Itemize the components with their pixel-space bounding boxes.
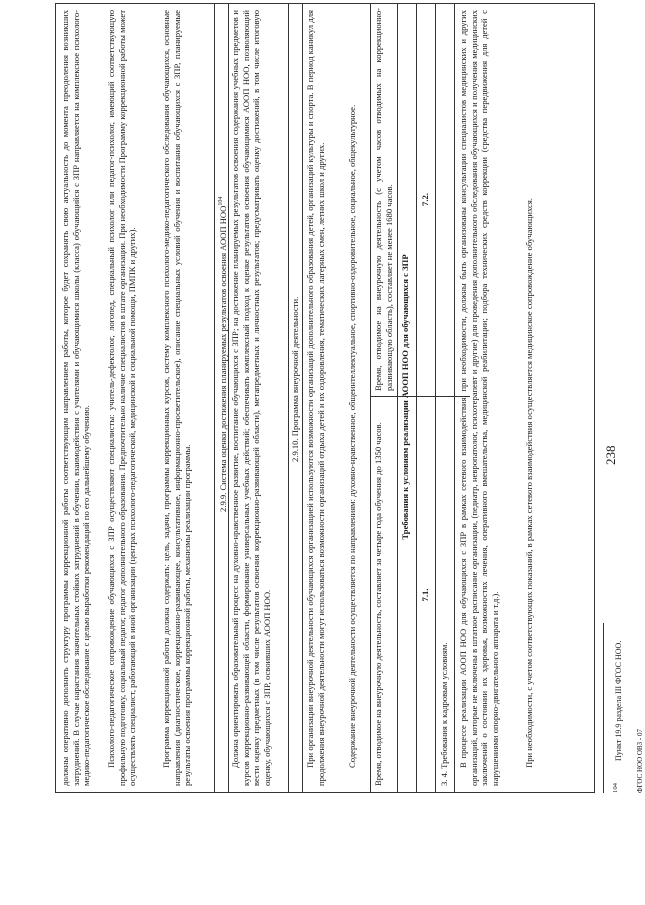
divider: [302, 4, 303, 792]
section-299-text: Должна ориентировать образовательный процесс на духовно-нравственное развитие, воспитание обучающихся с ЗПР; на достижение планируемых результатов освоения содержания учебных предметов и курсов коррекционно-развивающей области, формирование универсальных учебных действий; обеспечивать комплексный подход к оценке результатов освоения обучающимися АООП НОО, позволяющий вести оценку предметных (в том числе результатов освоения коррекционно-развивающей области), метапредметных и личностных результатов; предусматривать оценку достижений, в том числе итоговую оценку, обучающихся с ЗПР, освоивших АООП НОО.: [230, 10, 272, 786]
time-right-cell: Время, отводимое на внеурочную деятельность (с учетом часов отводимых на коррекционно-развивающую область), составляет не менее 1680 часов.: [373, 8, 394, 391]
footnote-number: 104: [612, 783, 619, 793]
footnote-text: Пункт 19.9 раздела III ФГОС НОО.: [613, 640, 623, 762]
divider: [454, 4, 455, 792]
section-34-text-2: При необходимости, с учетом соответствующих показаний, в рамках сетевого взаимодействия осуществляется медицинское сопровождение обучающихся.: [524, 198, 534, 768]
section-2910-text-1: При организации внеурочной деятельности обучающихся организацией используются возможности организаций дополнительного образования детей, организаций культуры и спорта. В период каникул для продолжения внеурочной деятельности могут использоваться возможности организаций отдыха детей и их оздоровления, тематических лагерных смен, летних школ и других.: [305, 10, 326, 786]
divider: [416, 4, 417, 792]
divider: [397, 4, 398, 792]
column-divider: [370, 396, 470, 397]
rotated-page: [55, 0, 644, 795]
section-2910-title: 2.9.10. Программа внеурочной деятельности.: [290, 296, 300, 462]
divider: [228, 4, 229, 792]
footnote-rule: [603, 623, 604, 793]
paragraph-program-content: Программа коррекционной работы должна содержать: цель, задачи, программы коррекционных курсов, систему комплексного психолого-медико-педагогического обследования обучающихся, основные направления (диагностическое, коррекционно-развивающее, консультативное, информационно-просветительское), описание специальных условий обучения и воспитания обучающихся с ЗПР, планируемые результаты освоения программы коррекционной работы, механизмы реализации программы.: [161, 10, 192, 786]
section-2910-text-2: Содержание внеурочной деятельности осуществляется по направлениям: духовно-нравственное, общеинтеллектуальное, спортивно-оздоровительное, социальное, общекультурное.: [347, 104, 357, 768]
divider: [435, 4, 436, 792]
section-34-title: 3. 4. Требования к кадровым условиям.: [439, 642, 449, 786]
number-right: 7.2.: [420, 193, 430, 206]
number-left: 7.1.: [420, 588, 430, 602]
section-34-text-1: В процессе реализации АООП НОО для обучающихся с ЗПР в рамках сетевого взаимодействия, при необходимости, должны быть организованы консультации специалистов медицинских и других организаций, которые не включены в штатное расписание организации, (педиатр, невропатолог, психотерапевт и другие) для проведения дополнительного обследования обучающихся и получения медицинских заключений о состоянии их здоровья, возможностях лечения, оперативного вмешательства, медицинской реабилитации; подбора технических средств коррекции (средства передвижения для детей с нарушениями опорно-двигательного аппарата и т.д.).: [458, 10, 500, 786]
divider: [214, 4, 215, 792]
doc-code: ФГОС НОО ОВЗ - 07: [636, 729, 644, 793]
footnote-ref: 104: [218, 196, 224, 206]
paragraph-intro: должны оперативно дополнить структуру программы коррекционной работы соответствующим направлением работы, которое будет сохранять свою актуальность до момента преодоления возникших затруднений. В случае нарастания значительных стойких затруднений в обучении, взаимодействия с учителями и обучающимися школы (класса) обучающийся с ЗПР направляется на комплексное психолого-медико-педагогическое обследование с целью выработки рекомендаций по его дальнейшему обучению.: [60, 10, 91, 786]
section-299-title: 2.9.9. Система оценки достижения планируемых результатов освоения АООП НОО$^{104}$: [217, 196, 228, 512]
time-left-cell: Время, отводимое на внеурочную деятельность, составляет за четыре года обучения до 1350 часов.: [373, 422, 383, 786]
paragraph-specialists: Психолого-педагогическое сопровождение обучающихся с ЗПР осуществляют специалисты: учитель-дефектолог, логопед, специальный психолог или педагог-психолог, имеющий соответствующую профильную подготовку, социальный педагог, педагог дополнительного образования. Предпочтительно наличие специалистов в штате организации. При необходимости Программу коррекционной работы может осуществлять специалист, работающий в иной организации (центрах психолого-педагогической, медицинской и социальной помощи, ПМПК и других).: [106, 10, 137, 786]
divider: [288, 4, 289, 792]
requirements-title: Требования к условиям реализации АООП НОО для обучающихся с ЗПР: [400, 254, 410, 540]
page-number: 238: [603, 445, 618, 465]
content-table: [55, 3, 595, 793]
divider: [370, 4, 371, 792]
